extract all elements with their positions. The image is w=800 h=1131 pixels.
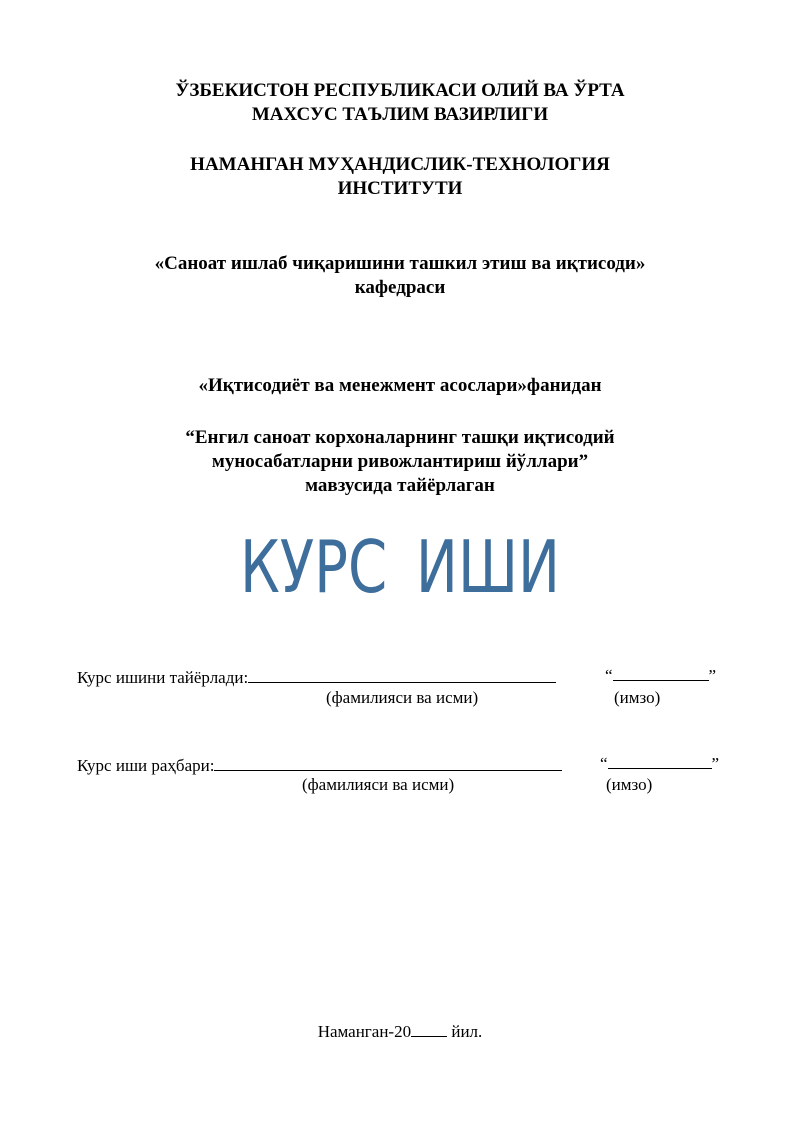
- quote-open: “: [605, 666, 613, 685]
- prepared-by-name-blank: [248, 666, 556, 683]
- department-line-2: кафедраси: [354, 277, 446, 298]
- footer-year-suffix: йил.: [447, 1022, 483, 1041]
- quote-close: ”: [711, 754, 720, 773]
- ministry-line-2: МАХСУС ТАЪЛИМ ВАЗИРЛИГИ: [251, 104, 549, 125]
- prepared-by-name-caption: (фамилияси ва исми): [326, 688, 479, 707]
- department-heading: [60, 252, 740, 300]
- prepared-by-signature-blank: [605, 664, 716, 686]
- institute-heading: [60, 153, 740, 201]
- topic-line-2: муносабатларни ривожлантириш йўллари”: [211, 451, 589, 472]
- prepared-by-row: [77, 666, 556, 688]
- supervisor-name-blank: [214, 754, 562, 771]
- topic-line-1: “Енгил саноат корхоналарнинг ташқи иқтисодий: [185, 427, 615, 448]
- supervisor-label: Курс иши раҳбари:: [77, 756, 215, 775]
- subject-heading: [60, 374, 740, 398]
- footer-city: Наманган-20: [317, 1022, 412, 1041]
- document-title: КУРС ИШИ: [239, 525, 561, 609]
- supervisor-sign-caption: (имзо): [606, 775, 653, 794]
- signature-line: [613, 664, 709, 681]
- topic-line-3: мавзусида тайёрлаган: [305, 475, 495, 496]
- signature-line: [608, 752, 712, 769]
- subject-line-1: «Иқтисодиёт ва менежмент асослари»фанидан: [198, 375, 602, 396]
- ministry-line-1: ЎЗБЕКИСТОН РЕСПУБЛИКАСИ ОЛИЙ ВА ЎРТА: [175, 80, 625, 101]
- supervisor-signature-blank: [600, 752, 719, 774]
- supervisor-name-caption: (фамилияси ва исми): [302, 775, 455, 794]
- institute-line-1: НАМАНГАН МУҲАНДИСЛИК-ТЕХНОЛОГИЯ: [190, 154, 610, 175]
- year-blank: [411, 1021, 447, 1037]
- topic-heading: [60, 426, 740, 498]
- department-line-1: «Саноат ишлаб чиқаришини ташкил этиш ва иқтисоди»: [154, 253, 646, 274]
- city-year-footer: [0, 1021, 800, 1042]
- prepared-by-sign-caption: (имзо): [614, 688, 661, 707]
- quote-close: ”: [708, 666, 717, 685]
- quote-open: “: [600, 754, 608, 773]
- institute-line-2: ИНСТИТУТИ: [337, 178, 463, 199]
- ministry-heading: [60, 79, 740, 127]
- prepared-by-label: Курс ишини тайёрлади:: [77, 668, 249, 687]
- supervisor-row: [77, 754, 562, 776]
